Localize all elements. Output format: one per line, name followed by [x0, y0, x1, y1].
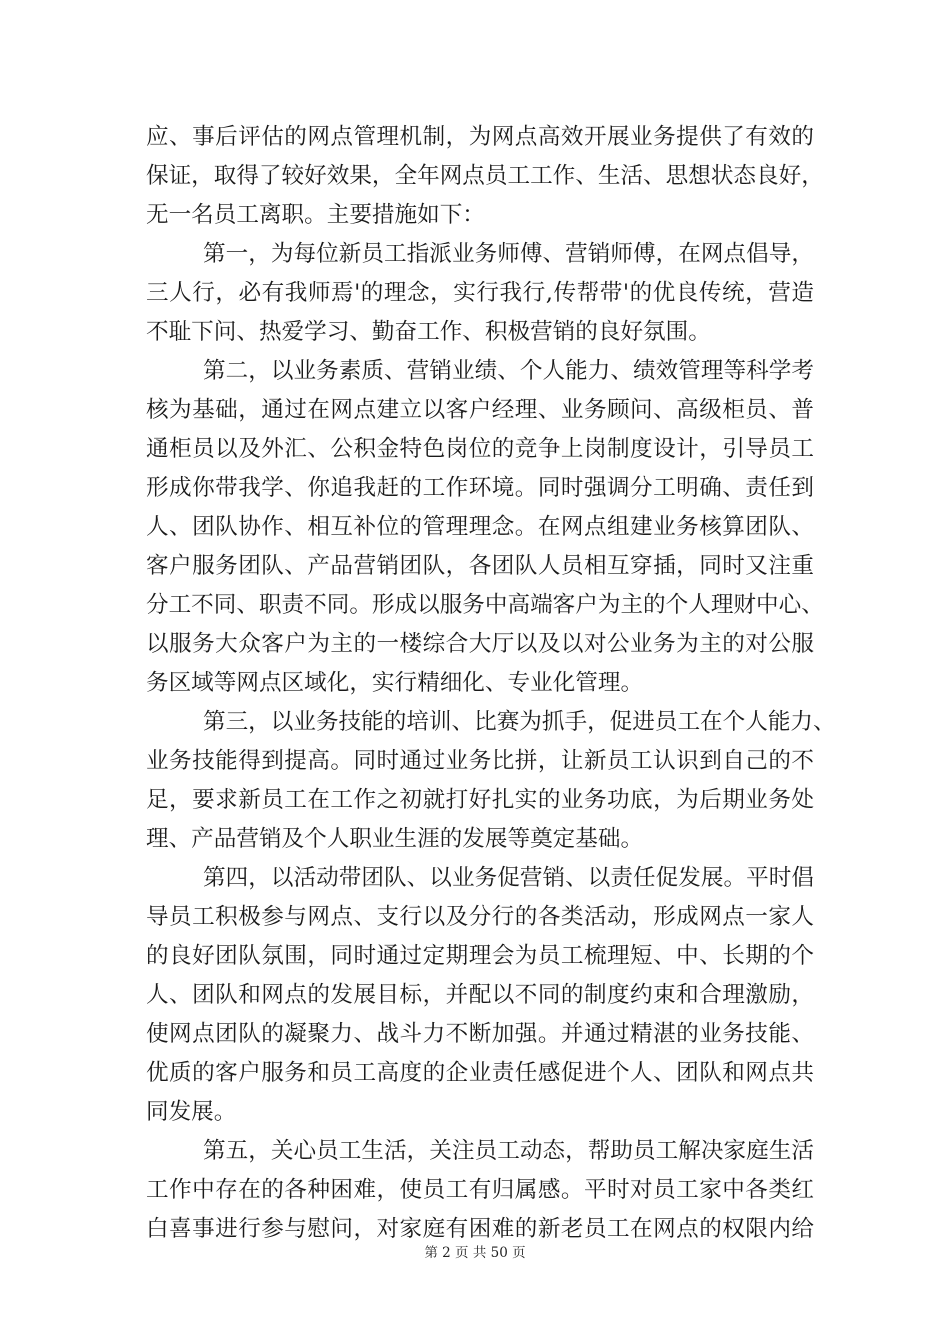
text-line: 第一，为每位新员工指派业务师傅、营销师傅，在网点倡导，	[203, 241, 814, 267]
text-line: 白喜事进行参与慰问，对家庭有困难的新老员工在网点的权限内给	[146, 1216, 814, 1242]
text-line: 理、产品营销及个人职业生涯的发展等奠定基础。	[146, 826, 644, 852]
text-line: 务区域等网点区域化，实行精细化、专业化管理。	[146, 670, 644, 696]
text-line: 工作中存在的各种困难，使员工有归属感。平时对员工家中各类红	[146, 1177, 814, 1203]
text-line: 第二，以业务素质、营销业绩、个人能力、绩效管理等科学考	[203, 358, 814, 384]
text-line: 不耻下问、热爱学习、勤奋工作、积极营销的良好氛围。	[146, 319, 711, 345]
text-line: 优质的客户服务和员工高度的企业责任感促进个人、团队和网点共	[146, 1060, 814, 1086]
text-line: 同发展。	[146, 1099, 237, 1125]
text-line: 应、事后评估的网点管理机制，为网点高效开展业务提供了有效的	[146, 124, 814, 150]
text-line: 以服务大众客户为主的一楼综合大厅以及以对公业务为主的对公服	[146, 631, 814, 657]
text-line: 导员工积极参与网点、支行以及分行的各类活动，形成网点一家人	[146, 904, 814, 930]
text-line: 第四，以活动带团队、以业务促营销、以责任促发展。平时倡	[203, 865, 814, 891]
text-line: 核为基础，通过在网点建立以客户经理、业务顾问、高级柜员、普	[146, 397, 814, 423]
text-line: 人、团队和网点的发展目标，并配以不同的制度约束和合理激励，	[146, 982, 814, 1008]
text-line: 三人行，必有我师焉'的理念，实行我行,传帮带'的优良传统，营造	[146, 280, 814, 306]
text-line: 人、团队协作、相互补位的管理理念。在网点组建业务核算团队、	[146, 514, 814, 540]
text-line: 第五，关心员工生活，关注员工动态，帮助员工解决家庭生活	[203, 1138, 814, 1164]
text-line: 第三，以业务技能的培训、比赛为抓手，促进员工在个人能力、	[203, 709, 836, 735]
text-line: 业务技能得到提高。同时通过业务比拼，让新员工认识到自己的不	[146, 748, 814, 774]
text-line: 客户服务团队、产品营销团队，各团队人员相互穿插，同时又注重	[146, 553, 814, 579]
text-line: 形成你带我学、你追我赶的工作环境。同时强调分工明确、责任到	[146, 475, 814, 501]
text-line: 无一名员工离职。主要措施如下：	[146, 202, 485, 228]
text-line: 足，要求新员工在工作之初就打好扎实的业务功底，为后期业务处	[146, 787, 814, 813]
text-line: 通柜员以及外汇、公积金特色岗位的竞争上岗制度设计，引导员工	[146, 436, 814, 462]
document-body	[146, 118, 836, 1249]
text-line: 分工不同、职责不同。形成以服务中高端客户为主的个人理财中心、	[146, 592, 824, 618]
page-number-footer: 第 2 页 共 50 页	[424, 1245, 526, 1261]
text-line: 使网点团队的凝聚力、战斗力不断加强。并通过精湛的业务技能、	[146, 1021, 814, 1047]
text-line: 保证，取得了较好效果，全年网点员工工作、生活、思想状态良好，	[146, 163, 824, 189]
text-line: 的良好团队氛围，同时通过定期理会为员工梳理短、中、长期的个	[146, 943, 814, 969]
